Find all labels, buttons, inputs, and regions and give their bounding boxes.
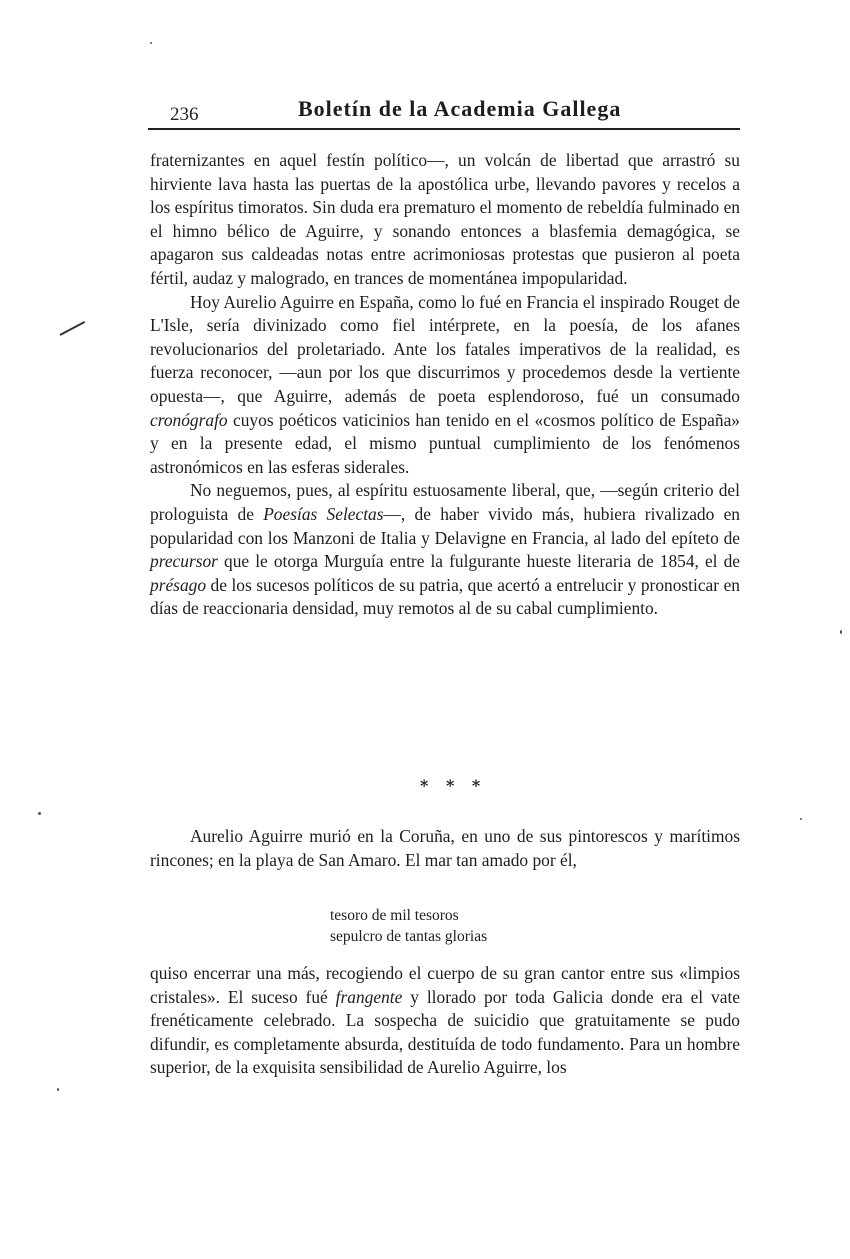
text-run: de los sucesos políticos de su patria, que acertó a entrelucir y pronosticar en días de reaccionaria densidad, muy remotos al de su cabal cumplimiento.	[150, 574, 740, 619]
verse-line-2: sepulcro de tantas glorias	[330, 928, 488, 945]
scan-speck	[38, 812, 41, 815]
scan-speck	[800, 818, 802, 820]
body-text-middle	[150, 825, 740, 872]
scan-speck	[840, 630, 842, 634]
verse-line-1: tesoro de mil tesoros	[330, 907, 459, 924]
paragraph-4	[150, 825, 740, 872]
body-text-top	[150, 149, 740, 621]
running-head	[148, 96, 740, 130]
text-run: Aurelio Aguirre murió en la Coruña, en uno de sus pintorescos y marítimos rincones; en la playa de San Amaro. El mar tan amado por él,	[150, 826, 740, 870]
section-asterism: * * *	[420, 776, 487, 795]
text-run: —, de haber vivido más, hubiera rivalizado en popularidad con los Manzoni de Italia y Delavigne en Francia, al lado del epíteto de	[150, 503, 740, 548]
body-text-bottom	[150, 962, 740, 1080]
scan-speck	[150, 42, 152, 44]
text-run: quiso encerrar una más, recogiendo el cuerpo de su gran cantor entre sus «limpios cristales». El suceso fué	[150, 963, 740, 1007]
verse-quote	[330, 905, 487, 947]
text-run: cuyos poéticos vaticinios han tenido en el «cosmos político de España» y en la presente edad, el mismo puntual cumplimiento de los fenómenos astronómicos en las esferas siderales.	[150, 409, 740, 477]
scan-speck	[57, 1088, 59, 1091]
paragraph-5	[150, 962, 740, 1080]
paragraph-2	[150, 291, 740, 480]
journal-title: Boletín de la Academia Gallega	[298, 96, 622, 121]
page-number: 236	[170, 104, 199, 125]
scan-mark	[60, 321, 86, 336]
paragraph-1	[150, 149, 740, 291]
text-run: No neguemos, pues, al espíritu estuosamente liberal, que, —según criterio del prologuista de	[150, 480, 740, 524]
header-rule	[148, 128, 740, 130]
italic-run: frangente	[335, 986, 403, 1007]
italic-run: Poesías Selectas	[263, 503, 384, 524]
italic-run: présago	[150, 574, 207, 595]
text-run: que le otorga Murguía entre la fulgurante hueste literaria de 1854, el de	[217, 551, 740, 572]
paragraph-3	[150, 479, 740, 621]
italic-run: cronógrafo	[150, 409, 228, 430]
italic-run: precursor	[150, 551, 218, 572]
text-run: y llorado por toda Galicia donde era el vate frenéticamente celebrado. La sospecha de suicidio que gratuitamente se pudo difundir, es completamente absurda, destituída de todo fundamento. Para un hombre superior, de la exquisita sensibilidad de Aurelio Aguirre, los	[150, 986, 740, 1078]
text-run: fraternizantes en aquel festín político—, un volcán de libertad que arrastró su hirviente lava hasta las puertas de la apostólica urbe, llevando pavores y recelos a los espíritus timoratos. Sin duda era prematuro el momento de rebeldía fulminado en el himno bélico de Aguirre, y sonando entonces a blasfemia demagógica, se apagaron sus caldeadas notas entre acrimoniosas protestas que pusieron al poeta fértil, audaz y malogrado, en trances de momentánea impopularidad.	[150, 150, 740, 288]
text-run: Hoy Aurelio Aguirre en España, como lo fué en Francia el inspirado Rouget de L'Isle, sería divinizado como fiel intérprete, en la poesía, de los afanes revolucionarios del proletariado. Ante los fatales imperativos de la realidad, es fuerza reconocer, —aun por los que discurrimos y procedemos desde la vertiente opuesta—, que Aguirre, además de poeta esplendoroso, fué un consumado	[150, 291, 740, 406]
